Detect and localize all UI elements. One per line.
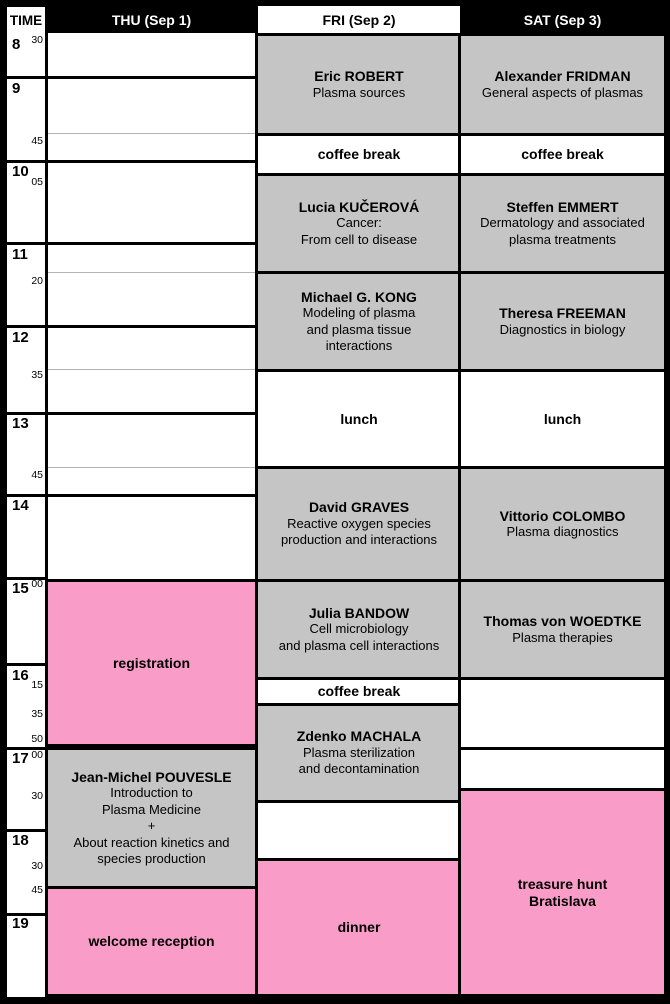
session-subtitle-line: Cell microbiology	[309, 621, 409, 637]
hour-gridline	[45, 76, 258, 79]
hour-gridline	[5, 325, 48, 328]
header-day-fri: FRI (Sep 2)	[255, 3, 463, 36]
session-title-line: Alexander FRIDMAN	[494, 68, 631, 84]
session-subtitle-line: Dermatology and associated	[480, 215, 645, 231]
session-cell-thomas-von-woedtke	[458, 579, 667, 680]
session-cell-eric-robert	[255, 33, 463, 136]
hour-label: 9	[12, 80, 21, 97]
minute-label: 35	[31, 708, 43, 720]
session-cell-michael-g-kong	[255, 271, 463, 372]
session-title-line: registration	[112, 654, 190, 671]
hour-gridline	[45, 242, 258, 245]
hour-gridline	[45, 325, 258, 328]
session-title-line: treasure hunt	[517, 876, 608, 892]
hour-label: 11	[12, 246, 28, 263]
empty-cell	[458, 677, 667, 750]
session-cell-lunch	[255, 369, 463, 469]
minute-label: 00	[31, 749, 43, 761]
session-title-line: coffee break	[521, 146, 604, 163]
session-subtitle-line: interactions	[325, 338, 393, 353]
empty-cell	[255, 800, 463, 861]
hour-gridline	[5, 242, 48, 245]
session-cell-julia-bandow	[255, 579, 463, 680]
session-subtitle-line: Diagnostics in biology	[499, 321, 626, 337]
session-title-line: Zdenko MACHALA	[296, 728, 422, 745]
minor-gridline	[48, 467, 255, 468]
session-cell-lucia-kucerova	[255, 173, 463, 274]
session-subtitle-line: Plasma sterilization	[303, 744, 415, 760]
session-subtitle-line: Introduction to	[110, 785, 193, 800]
session-cell-coffee-break	[255, 133, 463, 176]
hour-gridline	[5, 76, 48, 79]
minute-label: 20	[31, 275, 43, 287]
session-title-line: lunch	[340, 410, 378, 427]
session-title-line: Michael G. KONG	[301, 288, 417, 305]
session-cell-coffee-break	[458, 133, 667, 176]
hour-label: 8	[12, 36, 21, 53]
minor-gridline	[48, 369, 255, 370]
hour-gridline	[45, 494, 258, 497]
session-title-line: Bratislava	[529, 892, 596, 909]
session-subtitle-line: Plasma therapies	[512, 629, 613, 645]
session-title-line: lunch	[543, 410, 582, 427]
session-subtitle-line: Cancer:	[336, 215, 382, 231]
empty-cell	[458, 747, 667, 791]
minute-label: 05	[31, 176, 43, 188]
hour-gridline	[5, 663, 48, 666]
session-title-line: Thomas von WOEDTKE	[483, 613, 642, 629]
session-title-line: coffee break	[317, 683, 401, 700]
session-cell-david-graves	[255, 466, 463, 582]
session-subtitle-line: General aspects of plasmas	[481, 84, 644, 100]
hour-label: 19	[12, 915, 29, 932]
session-subtitle-line: Plasma Medicine	[102, 801, 201, 817]
hour-gridline	[45, 160, 258, 163]
minute-label: 45	[31, 469, 43, 481]
session-subtitle-line: Plasma diagnostics	[506, 524, 619, 539]
header-day-sat: SAT (Sep 3)	[523, 12, 602, 28]
hour-label: 10	[12, 163, 29, 180]
session-title-line: coffee break	[317, 146, 401, 163]
session-subtitle-line: Plasma sources	[312, 84, 406, 100]
session-title-line: Theresa FREEMAN	[499, 305, 626, 321]
session-cell-dinner	[255, 858, 463, 997]
minute-label: 30	[31, 790, 43, 802]
session-subtitle-line: About reaction kinetics and	[73, 834, 230, 850]
minute-label: 30	[31, 860, 43, 872]
hour-label: 12	[12, 329, 29, 346]
hour-gridline	[45, 412, 258, 415]
minute-label: 45	[31, 135, 43, 147]
hour-label: 14	[12, 497, 29, 514]
session-subtitle-line: and plasma cell interactions	[278, 637, 440, 653]
minute-label: 50	[31, 733, 43, 745]
session-cell-treasure-hunt-bratislava	[458, 788, 667, 997]
hour-label: 13	[12, 415, 29, 432]
session-title-line: Lucia KUČEROVÁ	[298, 198, 420, 215]
session-title-line: Eric ROBERT	[314, 68, 404, 84]
session-cell-coffee-break	[255, 677, 463, 706]
minor-gridline	[48, 133, 255, 134]
session-cell-alexander-fridman	[458, 33, 667, 136]
session-cell-registration	[45, 579, 258, 747]
session-cell-jean-michel-pouvesle	[45, 747, 258, 889]
session-subtitle-line: From cell to disease	[300, 231, 418, 247]
minute-label: 35	[31, 369, 43, 381]
minute-label: 00	[31, 578, 43, 590]
hour-label: 15	[12, 580, 29, 597]
minute-label: 30	[31, 34, 43, 46]
session-title-line: welcome reception	[88, 933, 215, 950]
session-subtitle-line: Reactive oxygen species	[287, 515, 431, 531]
header-time-cell: TIME	[7, 7, 45, 33]
session-subtitle-line: and plasma tissue	[306, 321, 412, 337]
session-subtitle-line: Modeling of plasma	[302, 305, 416, 320]
hour-label: 16	[12, 667, 29, 684]
minute-label: 45	[31, 884, 43, 896]
hour-label: 17	[12, 750, 29, 767]
session-title-line: dinner	[337, 919, 381, 936]
session-cell-vittorio-colombo	[458, 466, 667, 582]
session-title-line: Julia BANDOW	[308, 604, 410, 621]
session-cell-theresa-freeman	[458, 271, 667, 372]
session-title-line: Vittorio COLOMBO	[499, 507, 626, 524]
session-title-line: Steffen EMMERT	[506, 198, 619, 215]
session-cell-zdenko-machala	[255, 703, 463, 803]
session-subtitle-line: plasma treatments	[509, 231, 616, 247]
session-subtitle-line: species production	[97, 851, 206, 866]
session-title-line: David GRAVES	[308, 499, 410, 516]
session-subtitle-line: production and interactions	[280, 532, 438, 548]
session-cell-steffen-emmert	[458, 173, 667, 274]
minor-gridline	[48, 272, 255, 273]
session-cell-welcome-reception	[45, 886, 258, 997]
minute-label: 15	[31, 679, 43, 691]
session-title-line: Jean-Michel POUVESLE	[71, 768, 232, 785]
hour-label: 18	[12, 832, 29, 849]
session-subtitle-line: and decontamination	[298, 761, 420, 777]
session-subtitle-line: +	[147, 818, 156, 833]
header-day-thu: THU (Sep 1)	[111, 12, 192, 28]
session-cell-lunch	[458, 369, 667, 469]
